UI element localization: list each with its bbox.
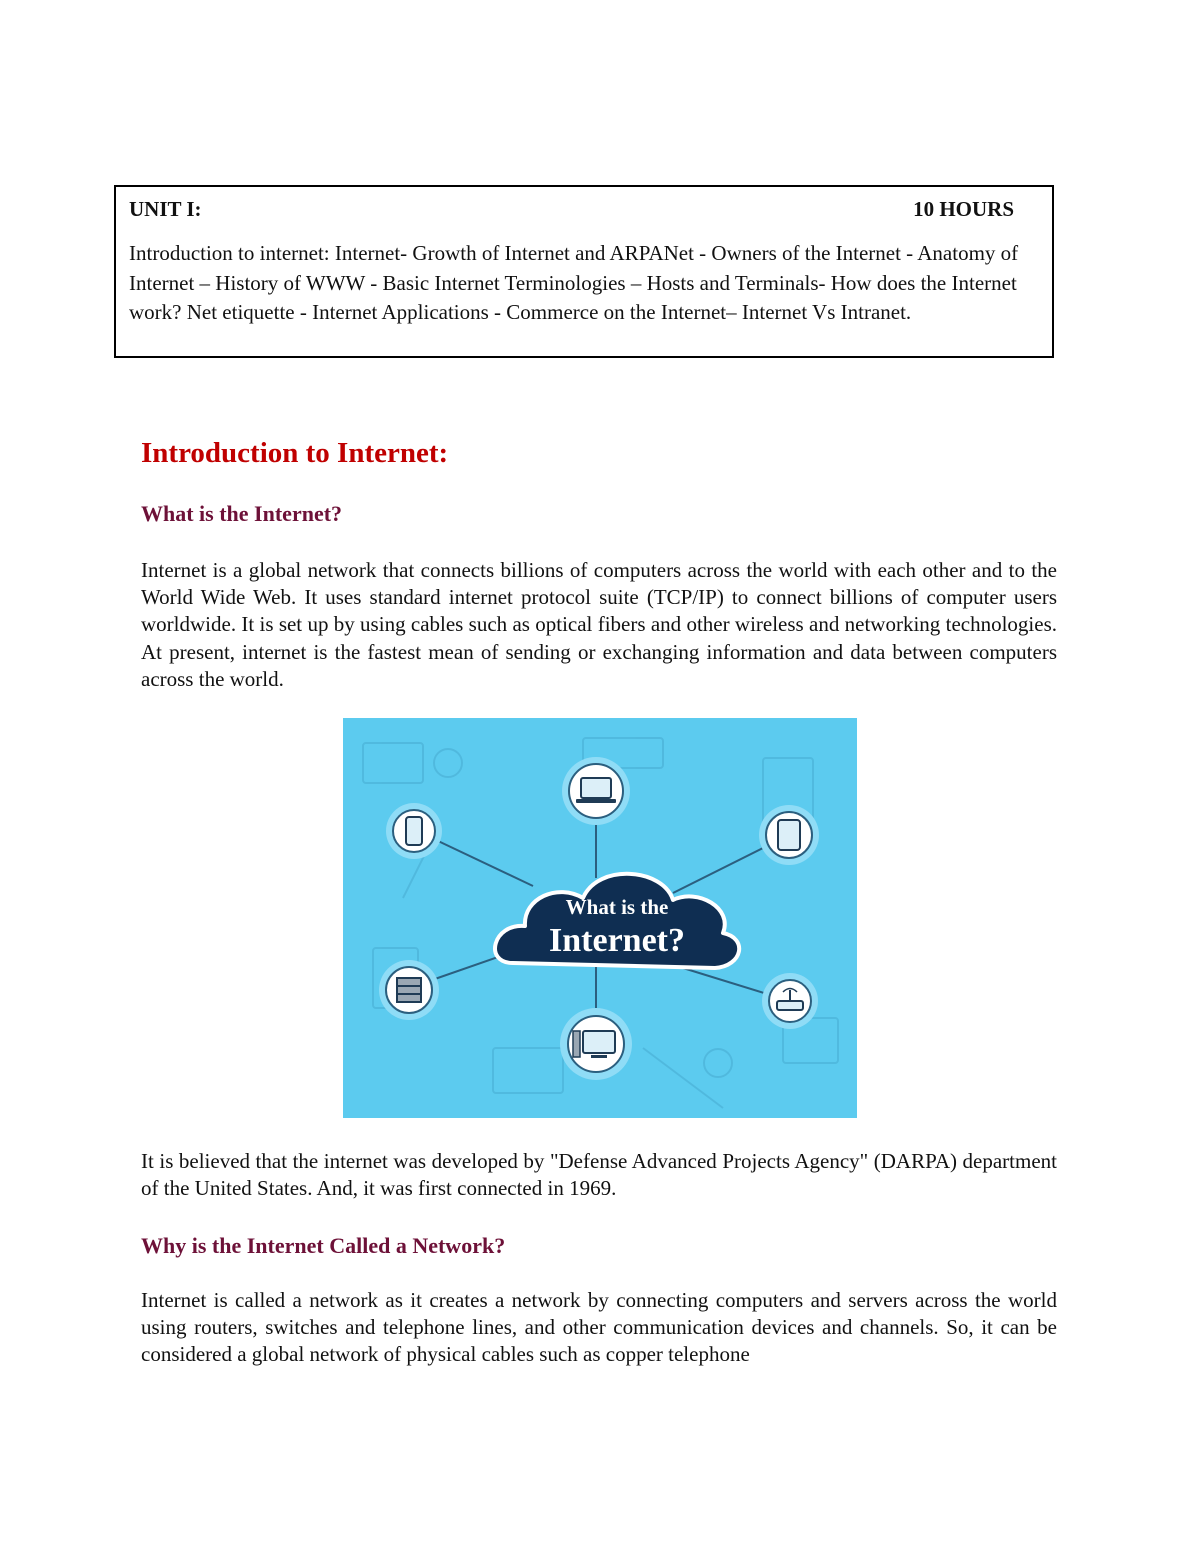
paragraph-why-network: Internet is called a network as it creates a network by connecting computers and servers across the world using routers, switches and telephone lines, and other communication devices and channels. So, it can be considered a global network of physical cables such as copper telephone [141,1288,1057,1367]
paragraph-what-is-internet: Internet is a global network that connects billions of computers across the world with each other and to the World Wide Web. It uses standard internet protocol suite (TCP/IP) to connect billions of computer users worldwide. It is set up by using cables such as optical fibers and other wireless and networking technologies. At present, internet is the fastest mean of sending or exchanging information and data between computers across the world. [141,558,1057,691]
tablet-node-icon [759,805,819,865]
paragraph-darpa: It is believed that the internet was developed by "Defense Advanced Projects Agency" (DARPA) department of the United States. And, it was first connected in 1969. [141,1149,1057,1201]
hours-label: 10 HOURS [913,197,1014,221]
syllabus-topics: Introduction to internet: Internet- Growth of Internet and ARPANet - Owners of the Internet - Anatomy of Internet – History of WWW - Basic Internet Terminologies – Hosts and Terminals- How does the Internet work? Net etiquette - Internet Applications - Commerce on the Internet– Internet Vs Intranet. [129,241,1019,324]
syllabus-box [114,185,1054,358]
database-node-icon [379,960,439,1020]
cloud-text-line2: Internet? [549,922,685,959]
phone-node-icon [386,803,442,859]
main-heading: Introduction to Internet: [141,437,449,469]
syllabus-header [129,197,1038,221]
internet-illustration [343,718,857,1118]
section-heading-what-is-internet: What is the Internet? [141,501,343,526]
unit-label: UNIT I: [129,197,202,221]
router-node-icon [762,973,818,1029]
cloud-text-line1: What is the [565,895,669,919]
desktop-node-icon [560,1008,632,1080]
laptop-node-icon [562,757,630,825]
section-heading-why-network: Why is the Internet Called a Network? [141,1233,506,1258]
